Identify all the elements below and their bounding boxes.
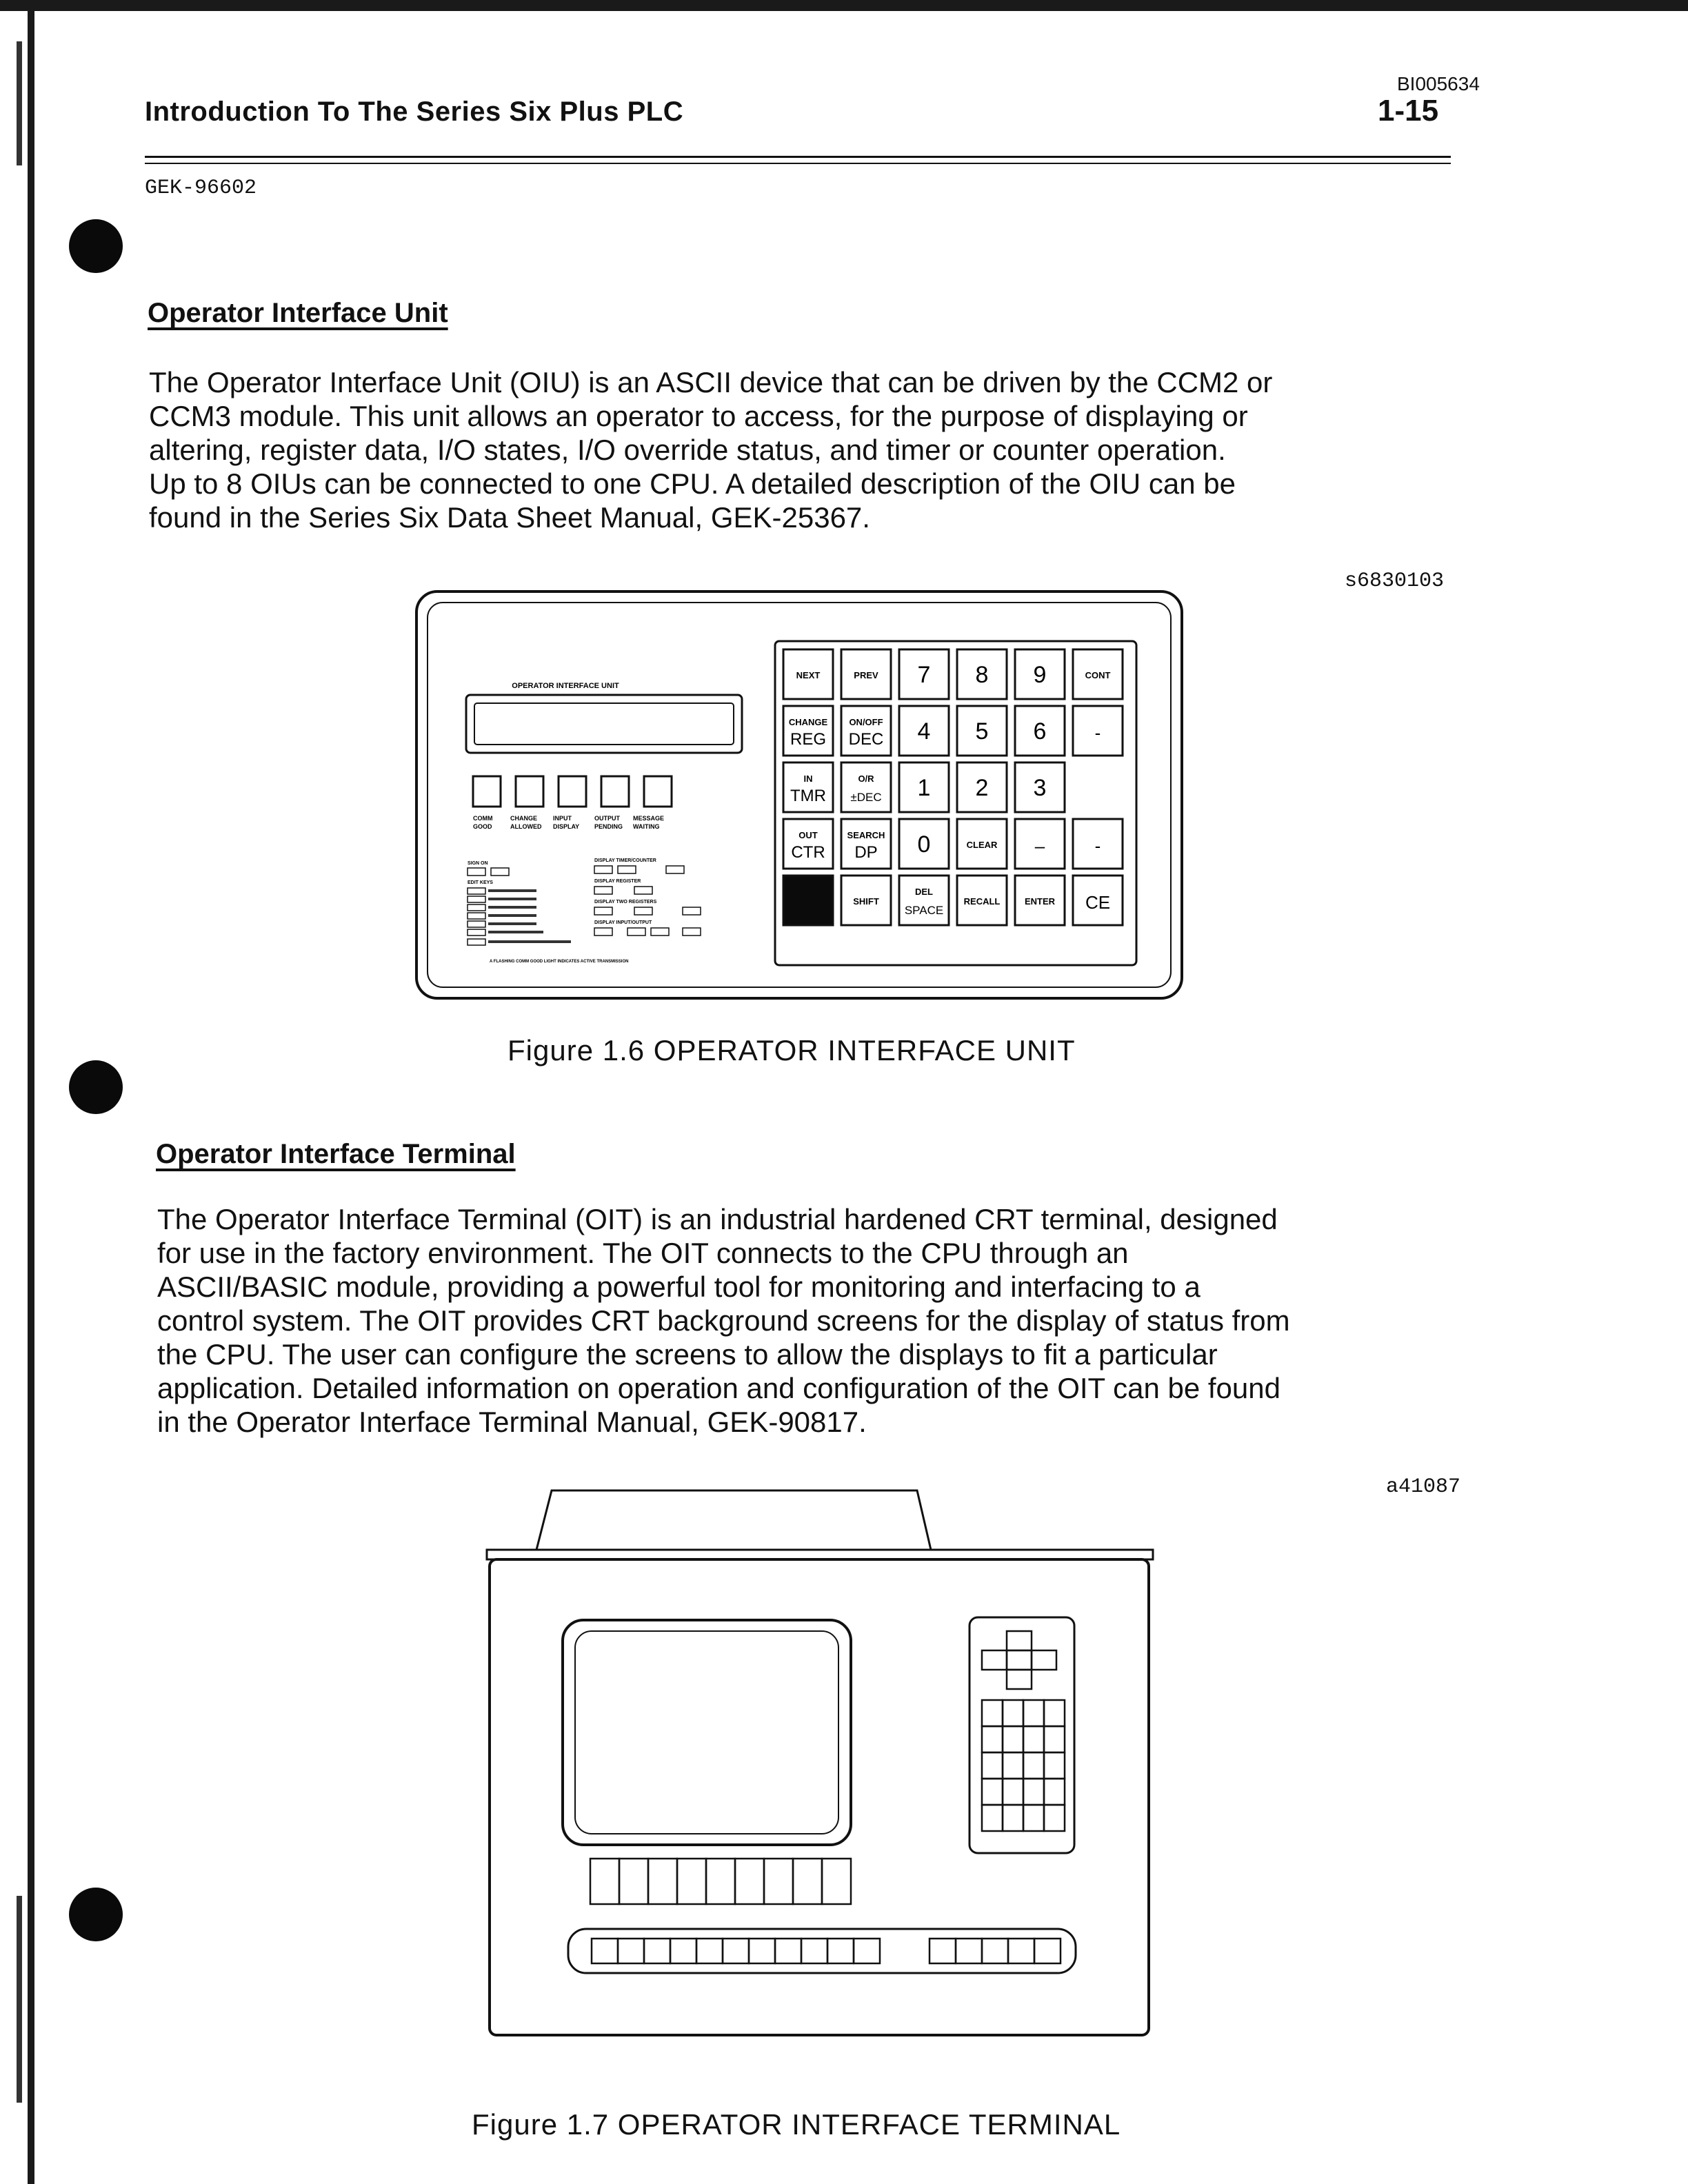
punch-hole [69, 219, 123, 273]
oit-numeric-keypad [982, 1700, 1065, 1831]
paragraph-oiu [149, 365, 1455, 534]
oiu-display-window [474, 703, 734, 745]
paragraph-line: ASCII/BASIC module, providing a powerful tool for monitoring and interfacing to a [157, 1271, 1200, 1303]
oiu-key-label: 4 [917, 718, 931, 745]
oit-numpad-key [1023, 1779, 1044, 1805]
lamp-label: PENDING [594, 823, 623, 830]
oit-numpad-key [982, 1700, 1003, 1726]
oit-numpad-key [1003, 1700, 1023, 1726]
lamp-label: CHANGE [510, 815, 538, 822]
oiu-key-label: O/R ±DEC [850, 774, 882, 804]
lamp-output-pending [601, 776, 629, 807]
oit-numpad-key [1023, 1805, 1044, 1831]
oit-function-key [590, 1859, 619, 1904]
oiu-key-label: 6 [1033, 718, 1047, 745]
oiu-key-label: 3 [1033, 775, 1047, 801]
oit-rail-keys [592, 1939, 1061, 1963]
oit-rail-key [854, 1939, 880, 1963]
running-header-title: Introduction To The Series Six Plus PLC [145, 97, 684, 127]
oit-rail-key [775, 1939, 801, 1963]
oit-numpad-key [1003, 1805, 1023, 1831]
legend-sign-on: SIGN ON [468, 861, 488, 866]
oiu-footnote: A FLASHING COMM GOOD LIGHT INDICATES ACTIVE TRANSMISSION [490, 960, 629, 964]
scan-speckle [17, 1896, 22, 2103]
oit-rail-key [827, 1939, 854, 1963]
oiu-key-label: NEXT [796, 670, 821, 680]
oit-keypad-housing [969, 1617, 1074, 1853]
oit-function-key [648, 1859, 677, 1904]
oit-function-keys [590, 1859, 851, 1904]
lamp-label: WAITING [633, 823, 660, 830]
oiu-key-label: CLEAR [966, 840, 998, 850]
oiu-key-label: 8 [975, 662, 989, 688]
oit-function-key [764, 1859, 793, 1904]
oit-function-key [677, 1859, 706, 1904]
section-heading-oit: Operator Interface Terminal [156, 1139, 516, 1169]
oiu-key [899, 876, 949, 925]
oit-rail-key [1034, 1939, 1061, 1963]
oiu-key-label: 0 [917, 831, 931, 858]
oit-numpad-key [1023, 1752, 1044, 1779]
oit-crt-bezel [563, 1620, 851, 1845]
oiu-key-label: 9 [1033, 662, 1047, 688]
oiu-key-label: – [1034, 836, 1045, 856]
header-rule [145, 163, 1451, 164]
paragraph-line: The Operator Interface Unit (OIU) is an ASCII device that can be driven by the CCM2 or [149, 366, 1273, 398]
section-heading-oiu: Operator Interface Unit [148, 298, 448, 328]
scan-speckle [17, 41, 22, 165]
lamp-input-display [559, 776, 586, 807]
oit-numpad-key [982, 1779, 1003, 1805]
oiu-keypad [783, 649, 1123, 925]
oit-numpad-key [1044, 1779, 1065, 1805]
scan-binding-edge [28, 0, 34, 2184]
scan-top-edge [0, 0, 1688, 11]
oit-numpad-key [982, 1726, 1003, 1752]
oit-numpad-key [1003, 1752, 1023, 1779]
oiu-legend-left [468, 861, 543, 936]
oiu-key-label: ENTER [1024, 896, 1056, 907]
oiu-key-label: CONT [1085, 670, 1111, 680]
header-rule [145, 156, 1451, 158]
legend-display-register: DISPLAY REGISTER [594, 879, 641, 884]
lamp-label: INPUT [553, 815, 572, 822]
oit-rail-key [801, 1939, 827, 1963]
oiu-panel-title: OPERATOR INTERFACE UNIT [512, 682, 619, 690]
oit-function-key [793, 1859, 822, 1904]
oit-rail-key [982, 1939, 1008, 1963]
oit-numpad-key [982, 1805, 1003, 1831]
paragraph-line: The Operator Interface Terminal (OIT) is an industrial hardened CRT terminal, designed [157, 1203, 1278, 1235]
oit-hood [536, 1490, 931, 1550]
oit-crt-screen [575, 1631, 838, 1834]
oiu-indicator-lamps [473, 776, 672, 807]
oit-numpad-key [982, 1752, 1003, 1779]
paragraph-line: control system. The OIT provides CRT background screens for the display of status from [157, 1304, 1290, 1337]
oit-rail-key [644, 1939, 670, 1963]
lamp-label: GOOD [473, 823, 492, 830]
oit-numpad-key [1044, 1752, 1065, 1779]
oit-numpad-key [1044, 1700, 1065, 1726]
paragraph-line: altering, register data, I/O states, I/O override status, and timer or counter operation. [149, 434, 1226, 466]
oit-function-key [735, 1859, 764, 1904]
oiu-key-label: SEARCH DP [847, 830, 885, 862]
oit-top-lip [487, 1550, 1153, 1559]
oiu-key [783, 876, 833, 925]
oiu-key-label: OUT CTR [791, 830, 825, 862]
oit-numpad-key [1023, 1726, 1044, 1752]
oit-rail-key [592, 1939, 618, 1963]
paragraph-line: CCM3 module. This unit allows an operator to access, for the purpose of displaying or [149, 400, 1248, 432]
page-number: 1-15 [1378, 94, 1439, 128]
document-code: BI005634 [1397, 73, 1480, 94]
oit-rail-key [1008, 1939, 1034, 1963]
legend-display-input-output: DISPLAY INPUT/OUTPUT [594, 920, 652, 925]
oit-function-key [619, 1859, 648, 1904]
legend-edit-keys: EDIT KEYS [468, 880, 493, 885]
lamp-label: ALLOWED [510, 823, 542, 830]
oiu-key-label: IN TMR [790, 774, 826, 805]
figure-caption-oit: Figure 1.7 OPERATOR INTERFACE TERMINAL [472, 2108, 1121, 2141]
oiu-key-label: 5 [975, 718, 989, 745]
oiu-key-label: CE [1085, 892, 1111, 913]
oit-drawing [476, 1482, 1158, 2048]
oiu-key-label: SHIFT [853, 896, 879, 907]
punch-hole [69, 1888, 123, 1941]
lamp-label: OUTPUT [594, 815, 620, 822]
figure-reference-oiu: s6830103 [1345, 569, 1445, 593]
lamp-label: DISPLAY [553, 823, 580, 830]
figure-reference-oit: a41087 [1386, 1475, 1461, 1499]
oiu-key-label: - [1094, 836, 1101, 856]
lamp-label: COMM [473, 815, 493, 822]
punch-hole [69, 1060, 123, 1114]
figure-caption-oiu: Figure 1.6 OPERATOR INTERFACE UNIT [508, 1034, 1076, 1066]
oit-function-key [706, 1859, 735, 1904]
oit-rail-key [930, 1939, 956, 1963]
paragraph-line: the CPU. The user can configure the screens to allow the displays to fit a particular [157, 1338, 1218, 1371]
oit-cursor-keys [982, 1631, 1056, 1689]
oit-numpad-key [1044, 1805, 1065, 1831]
oit-numpad-key [1003, 1779, 1023, 1805]
oiu-key-label: 1 [917, 775, 931, 801]
lamp-label: MESSAGE [633, 815, 665, 822]
oit-numpad-key [1003, 1726, 1023, 1752]
paragraph-line: found in the Series Six Data Sheet Manual, GEK-25367. [149, 501, 870, 534]
paragraph-line: Up to 8 OIUs can be connected to one CPU. A detailed description of the OIU can be [149, 467, 1236, 500]
oit-rail-key [749, 1939, 775, 1963]
legend-display-timer-counter: DISPLAY TIMER/COUNTER [594, 858, 656, 863]
lamp-change-allowed [516, 776, 543, 807]
oit-rail-key [696, 1939, 723, 1963]
oiu-key-label: - [1094, 722, 1101, 743]
oiu-lamp-labels [473, 815, 664, 830]
oiu-key-label: 2 [975, 775, 989, 801]
oiu-key-label: 7 [917, 662, 931, 688]
oit-rail-key [956, 1939, 982, 1963]
oiu-key-label: PREV [854, 670, 878, 680]
oiu-key-label: CHANGE REG [788, 717, 828, 749]
oit-rail-key [723, 1939, 749, 1963]
oit-rail-key [670, 1939, 696, 1963]
oit-numpad-key [1044, 1726, 1065, 1752]
oiu-key-label: ON/OFF DEC [848, 717, 884, 749]
paragraph-oit [157, 1202, 1463, 1439]
oiu-key [841, 762, 891, 812]
document-number: GEK-96602 [145, 176, 257, 200]
paragraph-line: in the Operator Interface Terminal Manual, GEK-90817. [157, 1406, 867, 1438]
paragraph-line: for use in the factory environment. The OIT connects to the CPU through an [157, 1237, 1129, 1269]
oiu-key-label: DEL SPACE [904, 887, 944, 917]
lamp-message-waiting [644, 776, 672, 807]
lamp-comm-good [473, 776, 501, 807]
oit-function-key [822, 1859, 851, 1904]
oiu-drawing [407, 586, 1193, 1007]
paragraph-line: application. Detailed information on operation and configuration of the OIT can be found [157, 1372, 1280, 1404]
oit-rail-key [618, 1939, 644, 1963]
legend-display-two-registers: DISPLAY TWO REGISTERS [594, 900, 657, 904]
oit-numpad-key [1023, 1700, 1044, 1726]
oiu-key-label: RECALL [963, 896, 1001, 907]
